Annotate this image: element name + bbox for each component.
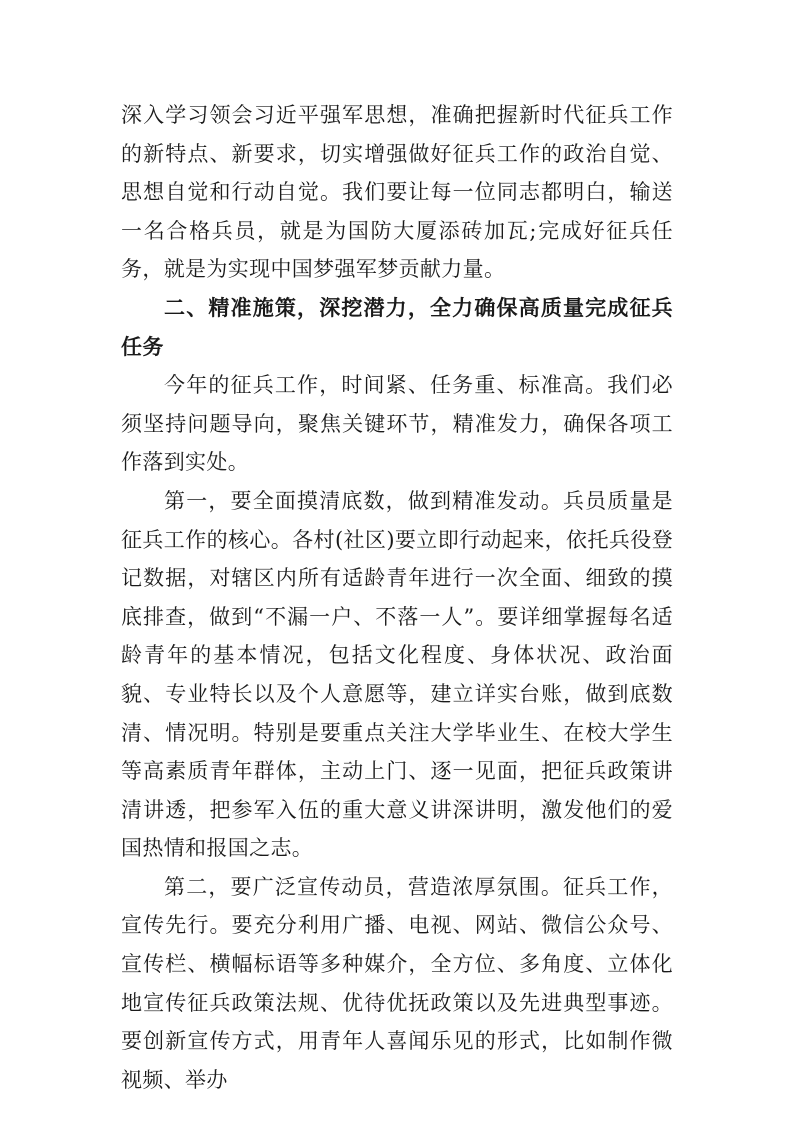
- paragraph-second-point: 第二，要广泛宣传动员，营造浓厚氛围。征兵工作，宣传先行。要充分利用广播、电视、网站、微信公众号、宣传栏、横幅标语等多种媒介，全方位、多角度、立体化地宣传征兵政策法规、优待优抚政策以及先进典型事迹。要创新宣传方式，用青年人喜闻乐见的形式，比如制作微视频、举办: [121, 874, 673, 1092]
- section-heading: 二、精准施策，深挖潜力，全力确保高质量完成征兵任务: [121, 295, 673, 359]
- paragraph-first-point: 第一，要全面摸清底数，做到精准发动。兵员质量是征兵工作的核心。各村(社区)要立即行动起来，依托兵役登记数据，对辖区内所有适龄青年进行一次全面、细致的摸底排查，做到“不漏一户、不落一人”。要详细掌握每名适龄青年的基本情况，包括文化程度、身体状况、政治面貌、专业特长以及个人意愿等，建立详实台账，做到底数清、情况明。特别是要重点关注大学毕业生、在校大学生等高素质青年群体，主动上门、逐一见面，把征兵政策讲清讲透，把参军入伍的重大意义讲深讲明，激发他们的爱国热情和报国之志。: [121, 488, 673, 861]
- document-page: [121, 96, 673, 1099]
- paragraph-intro: 今年的征兵工作，时间紧、任务重、标准高。我们必须坚持问题导向，聚焦关键环节，精准发力，确保各项工作落到实处。: [121, 373, 673, 475]
- paragraph-continuation: 深入学习领会习近平强军思想，准确把握新时代征兵工作的新特点、新要求，切实增强做好征兵工作的政治自觉、思想自觉和行动自觉。我们要让每一位同志都明白，输送一名合格兵员，就是为国防大厦添砖加瓦;完成好征兵任务，就是为实现中国梦强军梦贡献力量。: [121, 103, 673, 282]
